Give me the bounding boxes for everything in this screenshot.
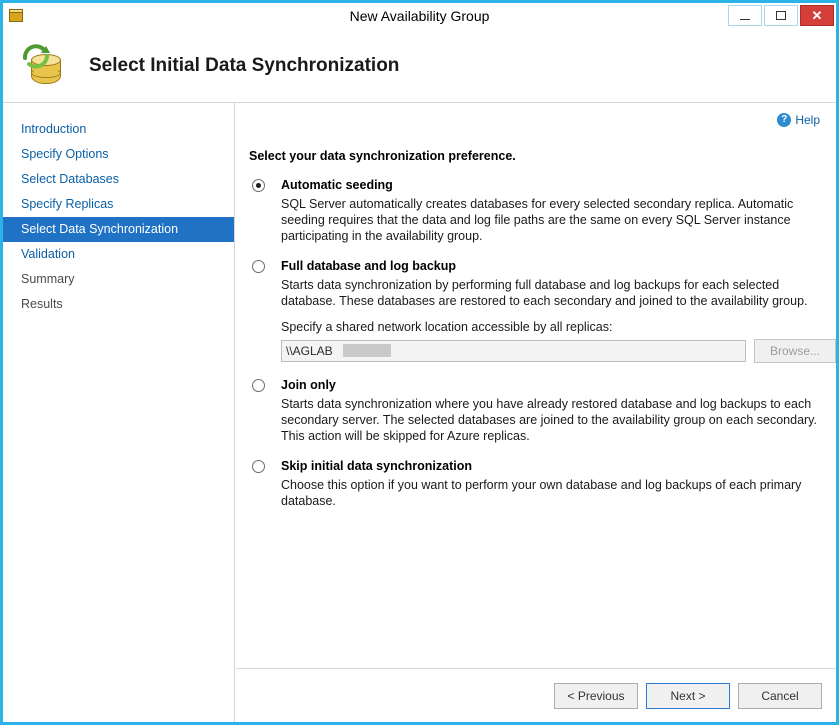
sidebar-item-specify-options[interactable]: Specify Options (21, 147, 109, 161)
option-description-full-database-and-log-backup: Starts data synchronization by performing full database and log backups for each selected database. These databases are restored to each secondary and joined to the availability group. (281, 278, 808, 308)
page-title: Select Initial Data Synchronization (89, 54, 400, 76)
page-header (3, 29, 836, 103)
wizard-footer (236, 668, 836, 722)
help-label: Help (795, 113, 820, 127)
window-title: New Availability Group (349, 8, 490, 24)
maximize-icon (776, 11, 786, 20)
option-label-join-only: Join only (281, 378, 336, 392)
window-controls (728, 5, 834, 26)
option-skip-initial-data-synchronization[interactable] (249, 458, 822, 509)
sidebar-item-select-data-synchronization[interactable]: Select Data Synchronization (3, 217, 234, 242)
option-label-full-database-and-log-backup: Full database and log backup (281, 259, 457, 273)
option-label-skip-initial-data-synchronization: Skip initial data synchronization (281, 459, 473, 473)
close-button[interactable]: ✕ (800, 5, 834, 26)
browse-button[interactable]: Browse... (754, 339, 836, 363)
database-sync-icon (19, 40, 71, 92)
radio-automatic-seeding[interactable] (252, 179, 265, 192)
option-description-join-only: Starts data synchronization where you have already restored database and log backups to each secondary server. The selected databases are joined to the availability group on each secondary. This action will be skipped for Azure replicas. (281, 397, 817, 443)
sidebar-item-summary: Summary (21, 272, 75, 286)
shared-location-label: Specify a shared network location accessible by all replicas: (281, 320, 613, 334)
sidebar-item-introduction[interactable]: Introduction (21, 122, 87, 136)
wizard-steps-sidebar (3, 103, 235, 722)
radio-join-only[interactable] (252, 379, 265, 392)
cancel-button[interactable]: Cancel (738, 683, 822, 709)
option-full-database-and-log-backup[interactable] (249, 258, 822, 363)
option-join-only[interactable] (249, 377, 822, 444)
option-description-skip-initial-data-synchronization: Choose this option if you want to perform your own database and log backups of each primary database. (281, 478, 802, 508)
sync-options-panel (249, 149, 822, 523)
title-bar (3, 3, 836, 29)
wizard-body (3, 103, 836, 722)
maximize-button[interactable] (764, 5, 798, 26)
radio-full-database-and-log-backup[interactable] (252, 260, 265, 273)
sidebar-item-validation[interactable]: Validation (21, 247, 75, 261)
previous-button[interactable]: < Previous (554, 683, 638, 709)
next-button[interactable]: Next > (646, 683, 730, 709)
redaction-overlay (343, 344, 391, 357)
help-icon: ? (777, 113, 791, 127)
sync-prompt: Select your data synchronization preference. (249, 149, 516, 163)
shared-location-row (281, 339, 822, 363)
minimize-button[interactable] (728, 5, 762, 26)
option-description-automatic-seeding: SQL Server automatically creates databases for every selected secondary replica. Automatic seeding requires that the data and log file paths are the same on every SQL Server instance participating in the availability group. (281, 197, 794, 243)
radio-skip-initial-data-synchronization[interactable] (252, 460, 265, 473)
help-link[interactable] (777, 113, 820, 127)
wizard-icon (7, 7, 25, 25)
option-label-automatic-seeding: Automatic seeding (281, 178, 393, 192)
option-automatic-seeding[interactable] (249, 177, 822, 244)
content-pane (235, 103, 836, 722)
minimize-icon (740, 19, 750, 20)
sidebar-item-select-databases[interactable]: Select Databases (21, 172, 119, 186)
sidebar-item-specify-replicas[interactable]: Specify Replicas (21, 197, 114, 211)
sidebar-item-results: Results (21, 297, 63, 311)
